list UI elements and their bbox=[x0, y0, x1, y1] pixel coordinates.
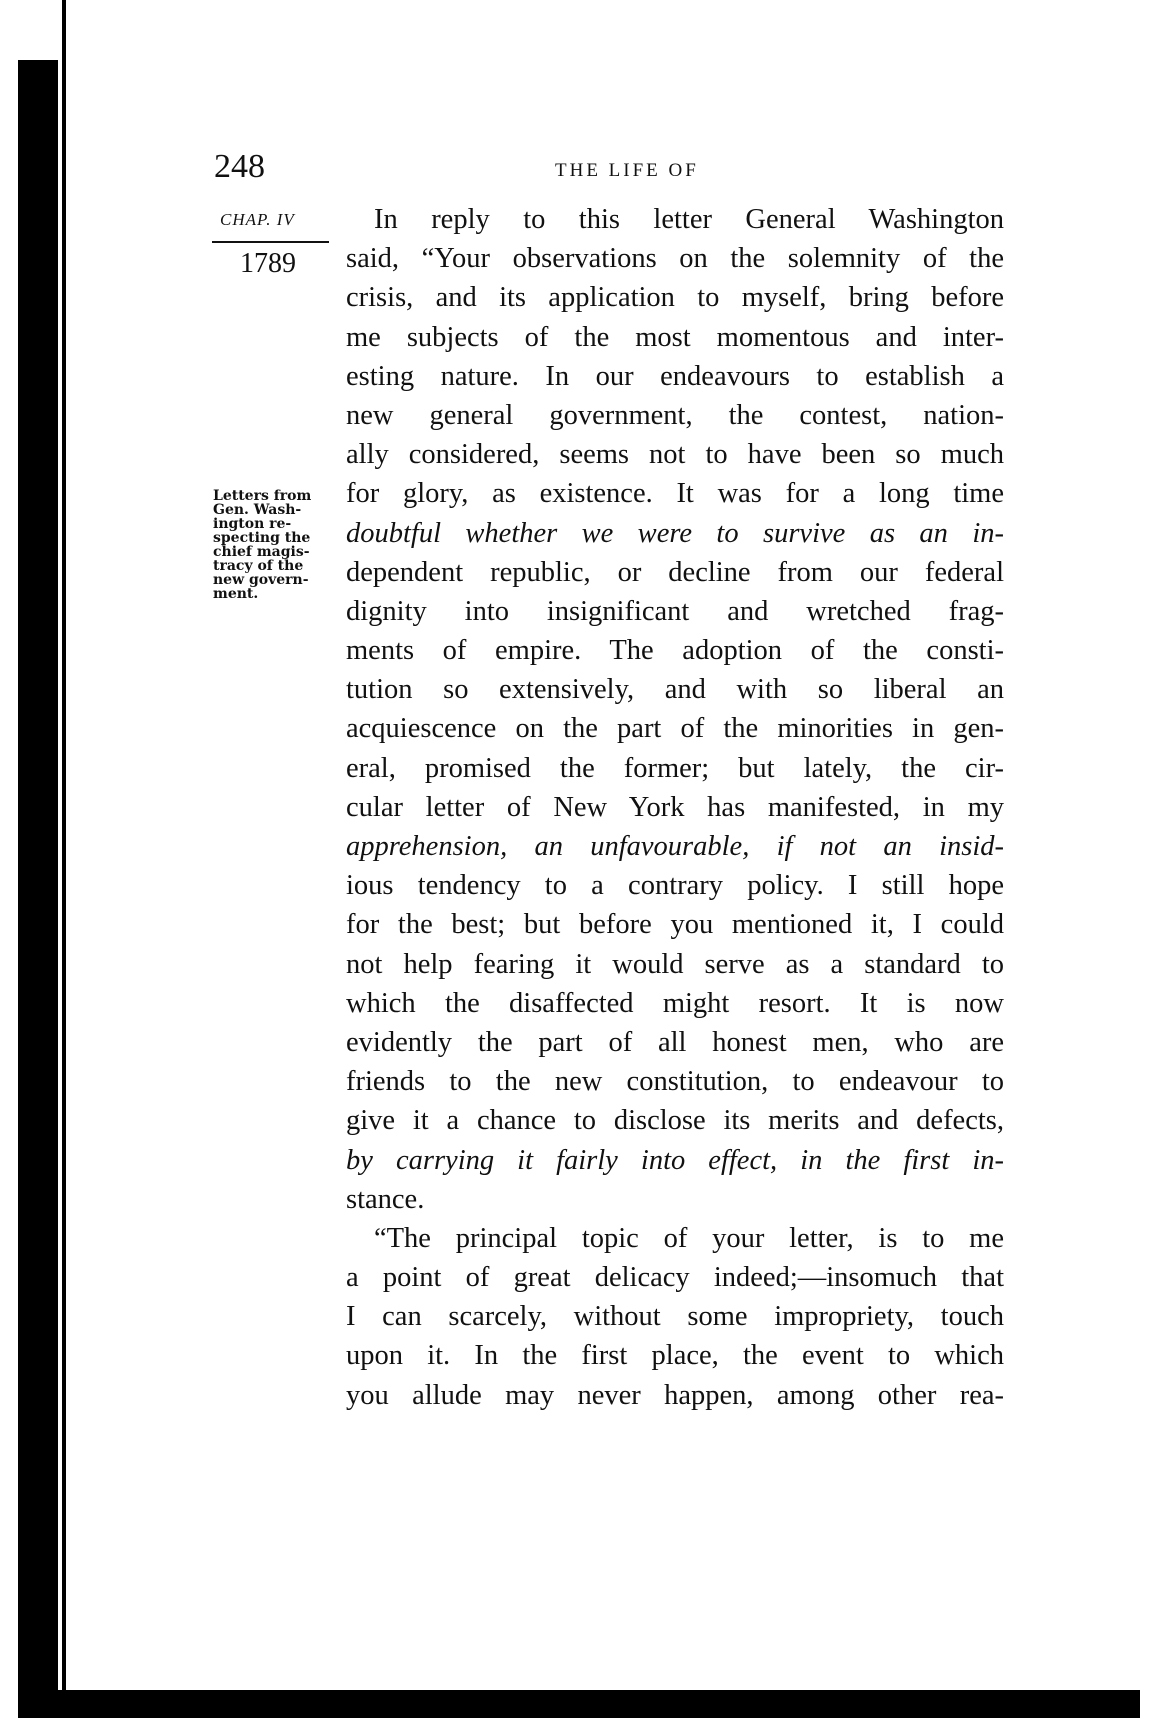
text-line: friends to the new constitution, to endeavour to bbox=[346, 1066, 1004, 1098]
text-line: dignity into insignificant and wretched frag- bbox=[346, 595, 1004, 627]
sidenote-line: ington re- bbox=[213, 516, 292, 532]
text-line: stance. bbox=[346, 1183, 425, 1215]
text-line: for the best; but before you mentioned it, I could bbox=[346, 909, 1004, 941]
sidenote-line: specting the bbox=[213, 530, 311, 546]
text-line: ally considered, seems not to have been so much bbox=[346, 439, 1004, 471]
text-line: give it a chance to disclose its merits and defects, bbox=[346, 1105, 1004, 1137]
text-line: crisis, and its application to myself, bring before bbox=[346, 282, 1004, 314]
text-line: me subjects of the most momentous and inter- bbox=[346, 321, 1004, 353]
sidenote-line: ment. bbox=[213, 586, 259, 602]
text-line: apprehension, an unfavourable, if not an insid- bbox=[346, 831, 1004, 862]
sidenote-line: tracy of the bbox=[213, 558, 304, 574]
scan-bottom-edge bbox=[18, 1690, 1140, 1718]
text-line: I can scarcely, without some impropriety, touch bbox=[346, 1301, 1004, 1333]
text-line: cular letter of New York has manifested, in my bbox=[346, 791, 1004, 823]
body-text bbox=[346, 200, 1004, 1415]
text-line: ious tendency to a contrary policy. I still hope bbox=[346, 870, 1004, 902]
chapter-label: CHAP. IV bbox=[220, 210, 295, 229]
text-line: which the disaffected might resort. It is now bbox=[346, 987, 1004, 1019]
text-line: esting nature. In our endeavours to establish a bbox=[346, 360, 1004, 392]
text-line: upon it. In the first place, the event to which bbox=[346, 1340, 1004, 1372]
text-line: tution so extensively, and with so liberal an bbox=[346, 674, 1004, 706]
text-line: acquiescence on the part of the minorities in gen- bbox=[346, 713, 1004, 745]
text-line: new general government, the contest, nation- bbox=[346, 399, 1004, 431]
text-line: ments of empire. The adoption of the consti- bbox=[346, 635, 1004, 667]
scan-left-edge-line bbox=[62, 0, 66, 1690]
sidenote-line: Gen. Wash- bbox=[213, 502, 302, 518]
text-line: by carrying it fairly into effect, in the first in- bbox=[346, 1144, 1004, 1176]
text-line: for glory, as existence. It was for a long time bbox=[346, 478, 1004, 510]
text-line: “The principal topic of your letter, is to me bbox=[374, 1222, 1004, 1254]
text-line: evidently the part of all honest men, who are bbox=[346, 1026, 1004, 1058]
text-line: said, “Your observations on the solemnity of the bbox=[346, 243, 1004, 275]
page-number: 248 bbox=[214, 148, 265, 185]
text-line: eral, promised the former; but lately, the cir- bbox=[346, 752, 1004, 784]
running-head: THE LIFE OF bbox=[555, 160, 699, 181]
sidenote-line: chief magis- bbox=[213, 544, 310, 560]
text-line: doubtful whether we were to survive as an in- bbox=[346, 517, 1004, 549]
text-line: a point of great delicacy indeed;—insomuch that bbox=[346, 1262, 1004, 1294]
text-line: not help fearing it would serve as a standard to bbox=[346, 948, 1004, 980]
year-label: 1789 bbox=[240, 248, 296, 279]
scan-left-edge bbox=[18, 60, 58, 1718]
margin-rule bbox=[212, 241, 329, 243]
sidenote-line: Letters from bbox=[213, 488, 312, 504]
text-line: you allude may never happen, among other rea- bbox=[346, 1379, 1004, 1411]
sidenote-line: new govern- bbox=[213, 572, 309, 588]
text-line: In reply to this letter General Washington bbox=[374, 204, 1004, 235]
sidenote bbox=[213, 489, 323, 601]
text-line: dependent republic, or decline from our federal bbox=[346, 556, 1004, 588]
